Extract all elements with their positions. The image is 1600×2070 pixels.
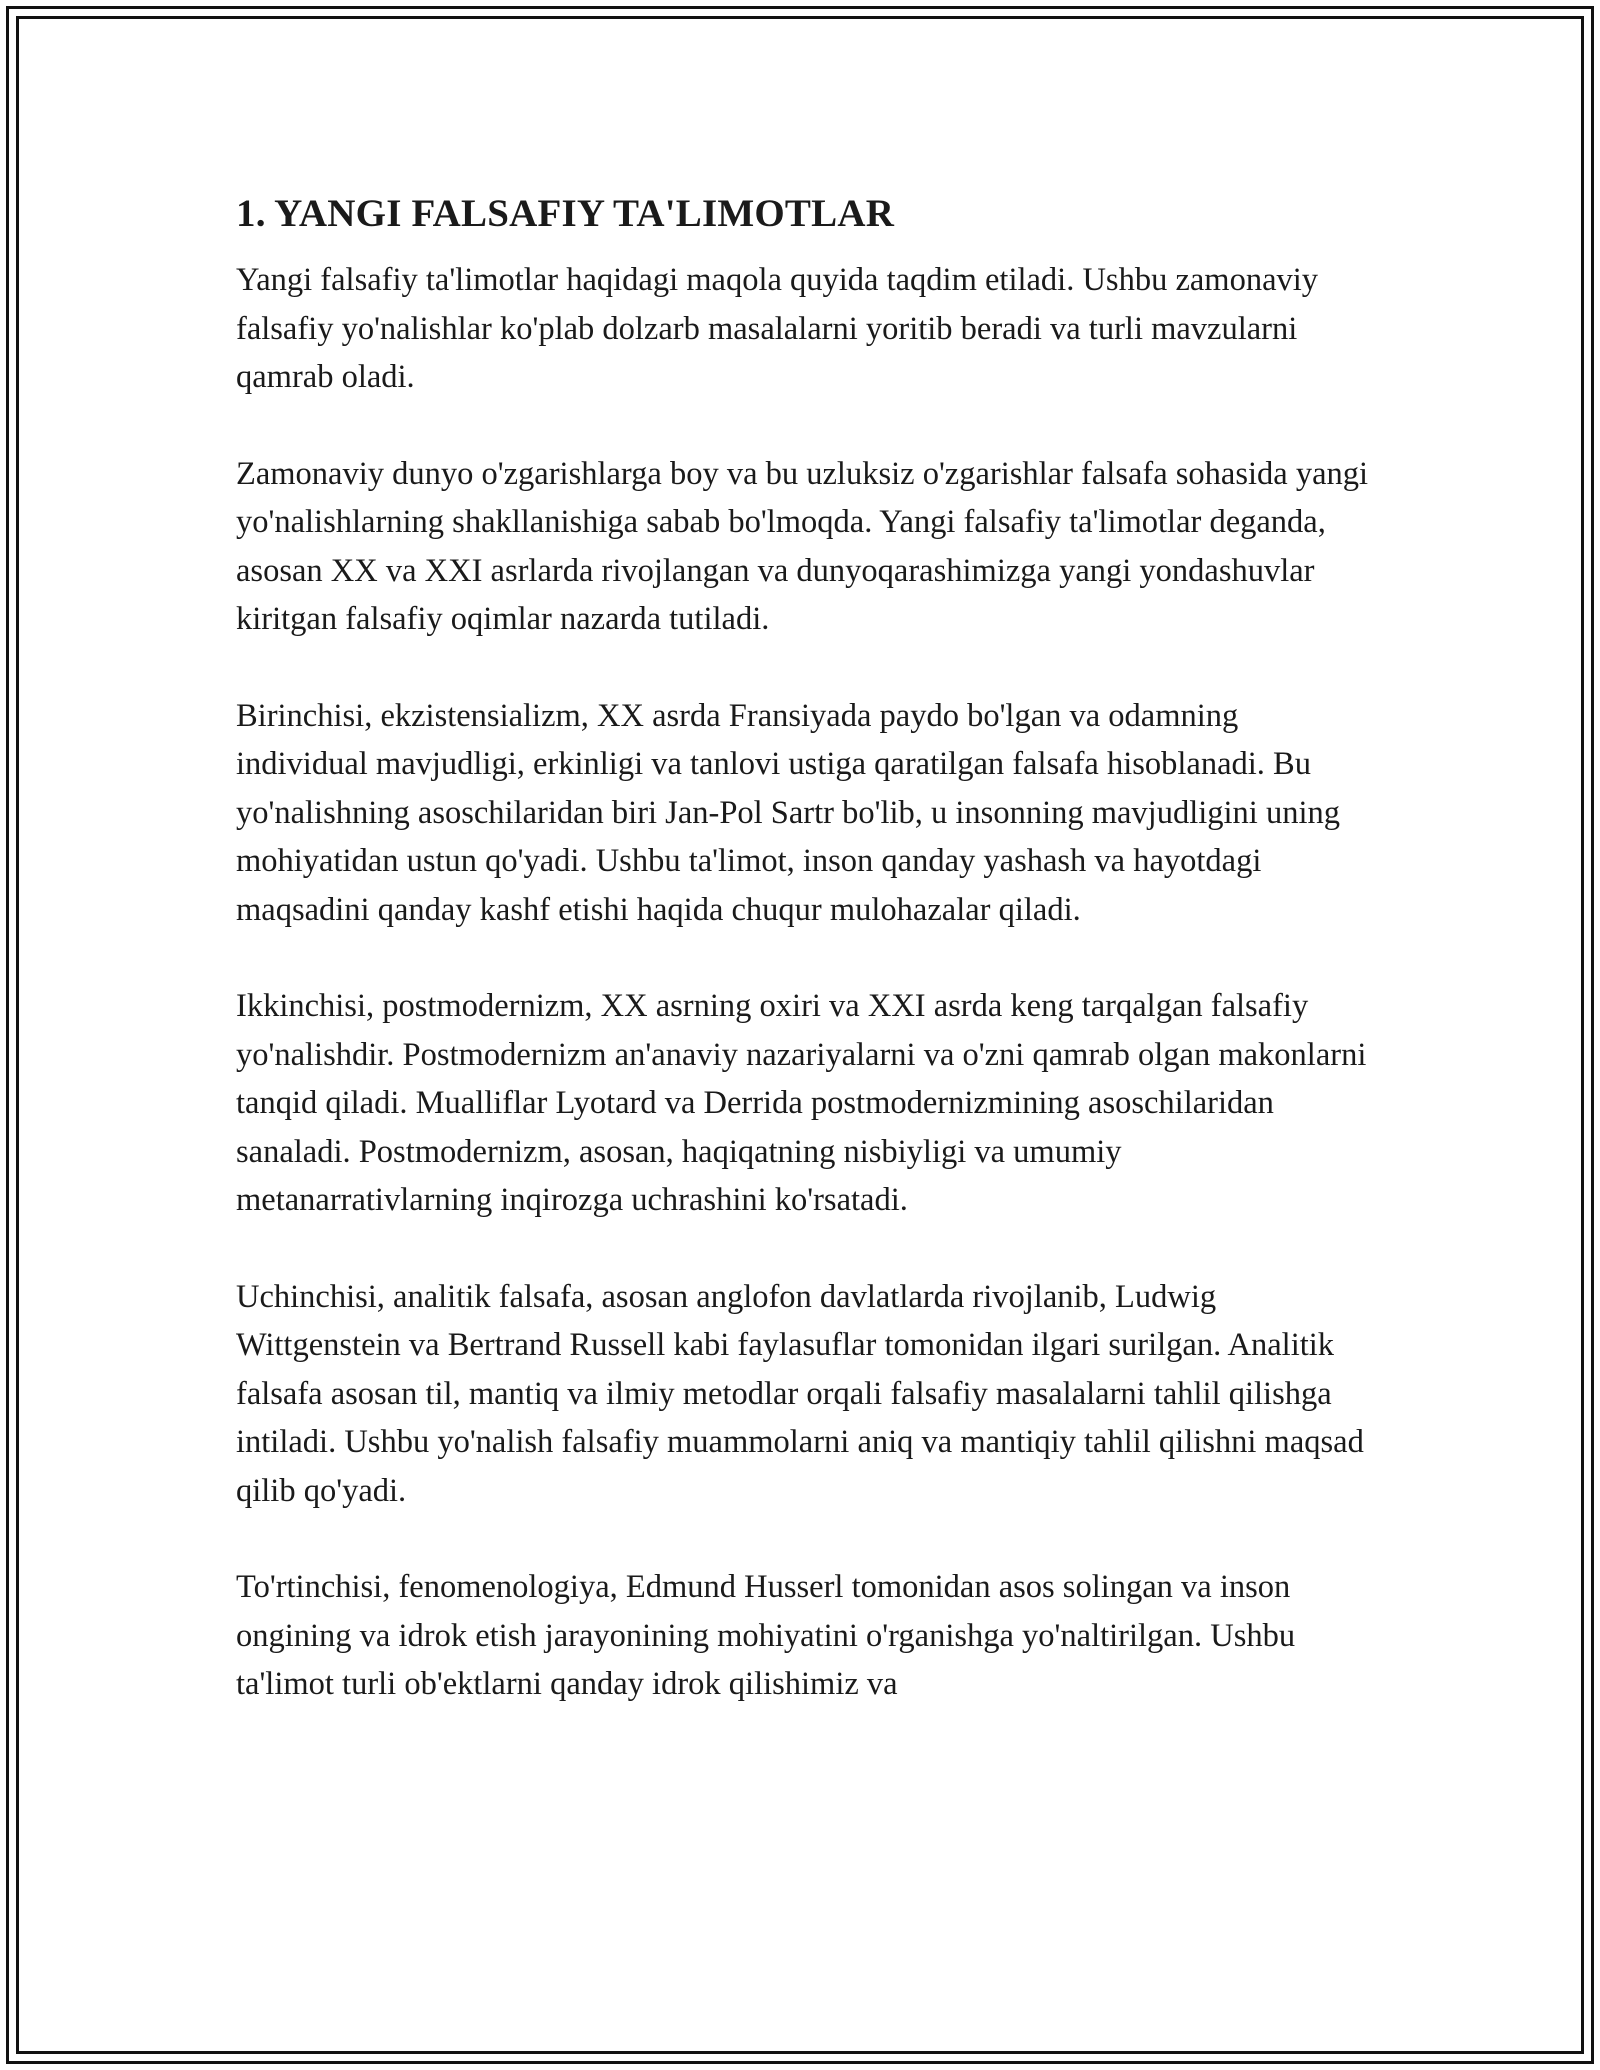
paragraph-phenomenology: To'rtinchisi, fenomenologiya, Edmund Husserl tomonidan asos solingan va inson ongining va idrok etish jarayonining mohiyatini o'rganishga yo'naltirilgan. Ushbu ta'limot turli ob'ektlarni qanday idrok qilishimiz va (236, 1569, 1296, 1702)
paragraph-existentialism: Birinchisi, ekzistensializm, XX asrda Fransiyada paydo bo'lgan va odamning individual mavjudligi, erkinligi va tanlovi ustiga qaratilgan falsafa hisoblanadi. Bu yo'nalishning asoschilaridan biri Jan-Pol Sartr bo'lib, u insonning mavjudligini uning mohiyatidan ustun qo'yadi. Ushbu ta'limot, inson qanday yashash va hayotdagi maqsadini qanday kashf etishi haqida chuqur mulohazalar qiladi. (236, 697, 1340, 928)
paragraph-intro: Yangi falsafiy ta'limotlar haqidagi maqola quyida taqdim etiladi. Ushbu zamonaviy falsafiy yo'nalishlar ko'plab dolzarb masalalarni yoritib beradi va turli mavzularni qamrab oladi. (236, 262, 1319, 395)
paragraph-postmodernism: Ikkinchisi, postmodernizm, XX asrning oxiri va XXI asrda keng tarqalgan falsafiy yo'nalishdir. Postmodernizm an'anaviy nazariyalarni va o'zni qamrab olgan makonlarni tanqid qiladi. Mualliflar Lyotard va Derrida postmodernizmining asoschilaridan sanaladi. Postmodernizm, asosan, haqiqatning nisbiyligi va umumiy metanarrativlarning inqirozga uchrashini ko'rsatadi. (236, 988, 1367, 1218)
document-body (236, 186, 1376, 1757)
page-title: 1. YANGI FALSAFIY TA'LIMOTLAR (236, 192, 895, 235)
paragraph-context: Zamonaviy dunyo o'zgarishlarga boy va bu uzluksiz o'zgarishlar falsafa sohasida yangi yo'nalishlarning shakllanishiga sabab bo'lmoqda. Yangi falsafiy ta'limotlar deganda, asosan XX va XXI asrlarda rivojlangan va dunyoqarashimizga yangi yondashuvlar kiritgan falsafiy oqimlar nazarda tutiladi. (236, 455, 1369, 637)
paragraph-analytic-philosophy: Uchinchisi, analitik falsafa, asosan anglofon davlatlarda rivojlanib, Ludwig Wittgenstein va Bertrand Russell kabi faylasuflar tomonidan ilgari surilgan. Analitik falsafa asosan til, mantiq va ilmiy metodlar orqali falsafiy masalalarni tahlil qilishga intiladi. Ushbu yo'nalish falsafiy muammolarni aniq va mantiqiy tahlil qilishni maqsad qilib qo'yadi. (236, 1278, 1364, 1509)
